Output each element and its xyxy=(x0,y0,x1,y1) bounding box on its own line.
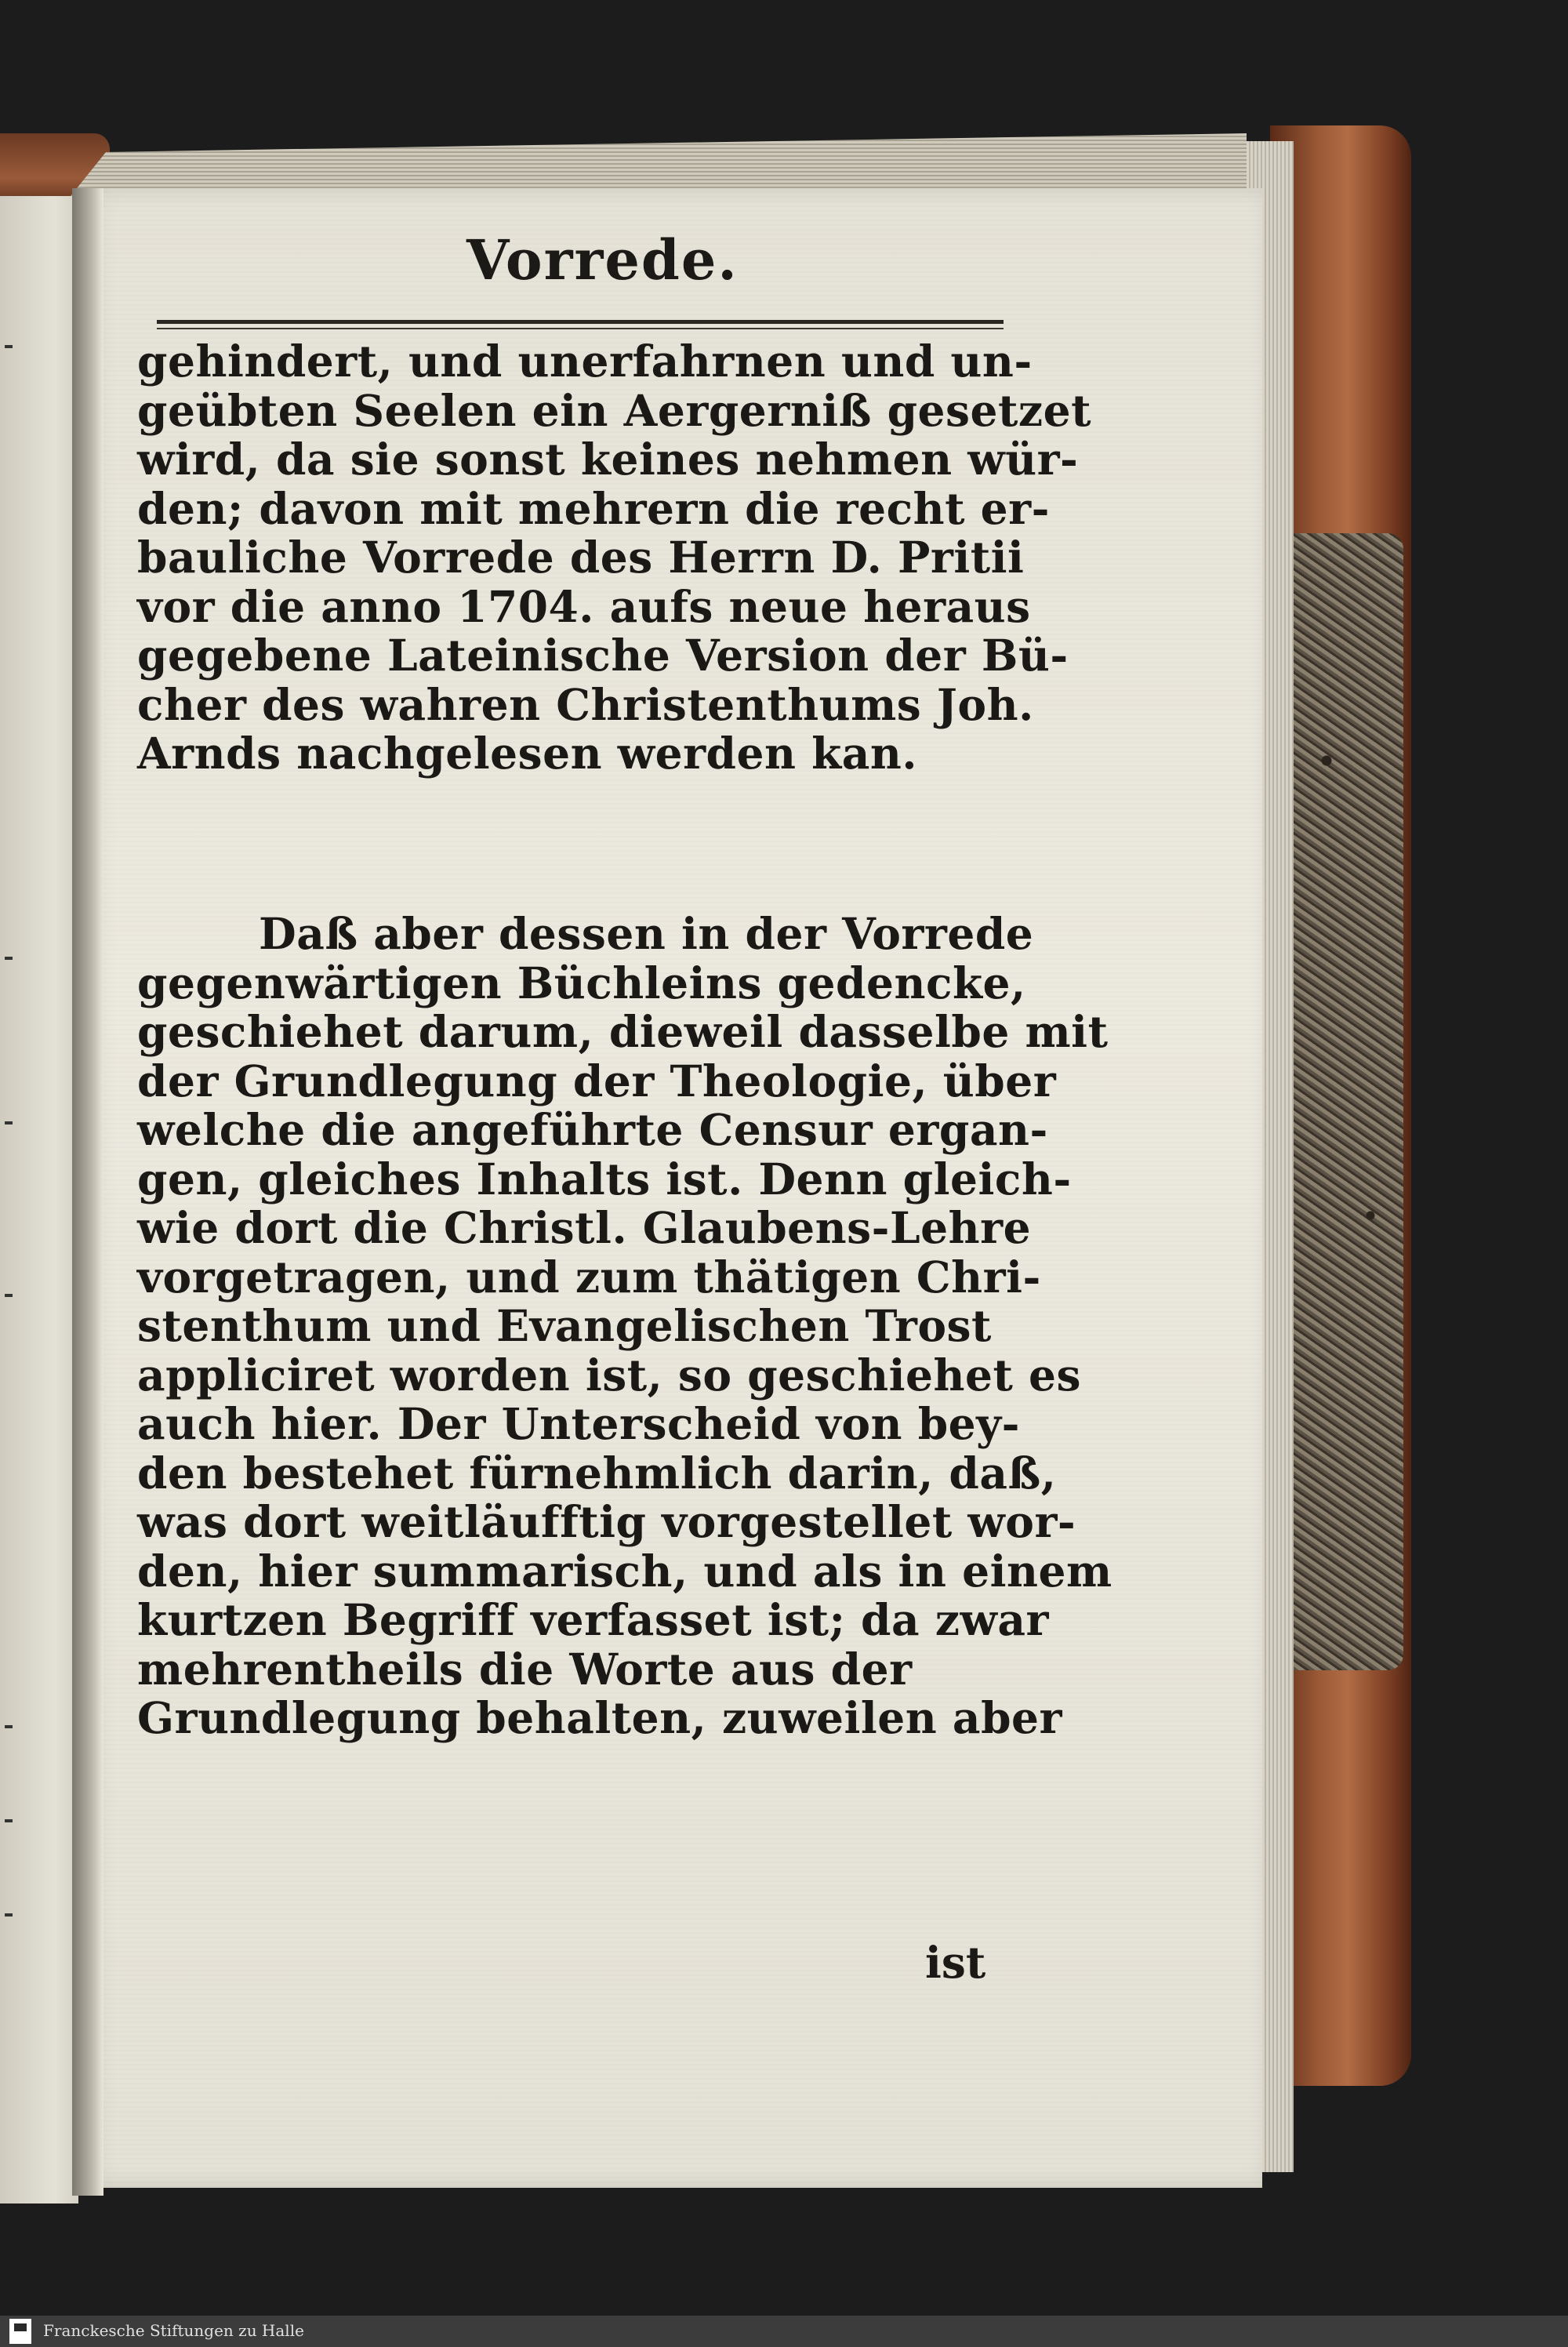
text-line: welche die angeführte Censur ergan- xyxy=(137,1104,1048,1155)
text-line: geübten Seelen ein Aergerniß gesetzet xyxy=(137,384,1092,436)
gutter-shadow xyxy=(72,188,103,2196)
text-line: Arnds nachgelesen werden kan. xyxy=(137,728,918,779)
text-line: stenthum und Evangelischen Trost xyxy=(137,1300,992,1351)
text-line: appliciret worden ist, so geschiehet es xyxy=(137,1349,1081,1401)
text-line: gen, gleiches Inhalts ist. Denn gleich- xyxy=(137,1153,1072,1204)
text-line: gegenwärtigen Büchleins gedencke, xyxy=(137,957,1026,1008)
text-line: vor die anno 1704. aufs neue heraus xyxy=(137,580,1031,632)
text-line: wird, da sie sonst keines nehmen wür- xyxy=(137,434,1079,485)
text-line: der Grundlegung der Theologie, über xyxy=(137,1055,1057,1106)
footer-institution: Franckesche Stiftungen zu Halle xyxy=(43,2321,304,2340)
left-page-edge xyxy=(0,196,78,2203)
text-line: geschiehet darum, dieweil dasselbe mit xyxy=(137,1006,1109,1057)
text-line: den bestehet fürnehmlich darin, daß, xyxy=(137,1447,1057,1499)
text-line: Daß aber dessen in der Vorrede xyxy=(259,908,1034,959)
text-line: mehrentheils die Worte aus der xyxy=(137,1643,913,1695)
text-line: wie dort die Christl. Glaubens-Lehre xyxy=(137,1202,1032,1253)
text-line: den, hier summarisch, und als in einem xyxy=(137,1545,1112,1597)
text-line: was dort weitläufftig vorgestellet wor- xyxy=(137,1496,1076,1547)
text-line: kurtzen Begriff verfasset ist; da zwar xyxy=(137,1594,1049,1645)
paragraph-2 xyxy=(137,908,1112,1743)
header-rule xyxy=(157,320,1004,324)
page-block-top-edges xyxy=(71,133,1247,196)
institution-logo-icon xyxy=(9,2319,31,2344)
text-line: auch hier. Der Unterscheid von bey- xyxy=(137,1398,1020,1449)
text-line: cher des wahren Christenthums Joh. xyxy=(137,678,1034,730)
marbled-cover-paper xyxy=(1294,533,1403,1670)
text-line: vorgetragen, und zum thätigen Chri- xyxy=(137,1251,1041,1302)
paragraph-1 xyxy=(137,336,1092,779)
header-rule-thin xyxy=(157,328,1004,329)
text-line: gehindert, und unerfahrnen und un- xyxy=(137,336,1033,387)
catchword: ist xyxy=(925,1937,986,1988)
text-line: bauliche Vorrede des Herrn D. Pritii xyxy=(137,532,1025,583)
text-line: Grundlegung behalten, zuweilen aber xyxy=(137,1692,1062,1743)
text-line: gegebene Lateinische Version der Bü- xyxy=(137,630,1069,681)
text-line: den; davon mit mehrern die recht er- xyxy=(137,482,1050,534)
running-header: Vorrede. xyxy=(466,227,739,292)
